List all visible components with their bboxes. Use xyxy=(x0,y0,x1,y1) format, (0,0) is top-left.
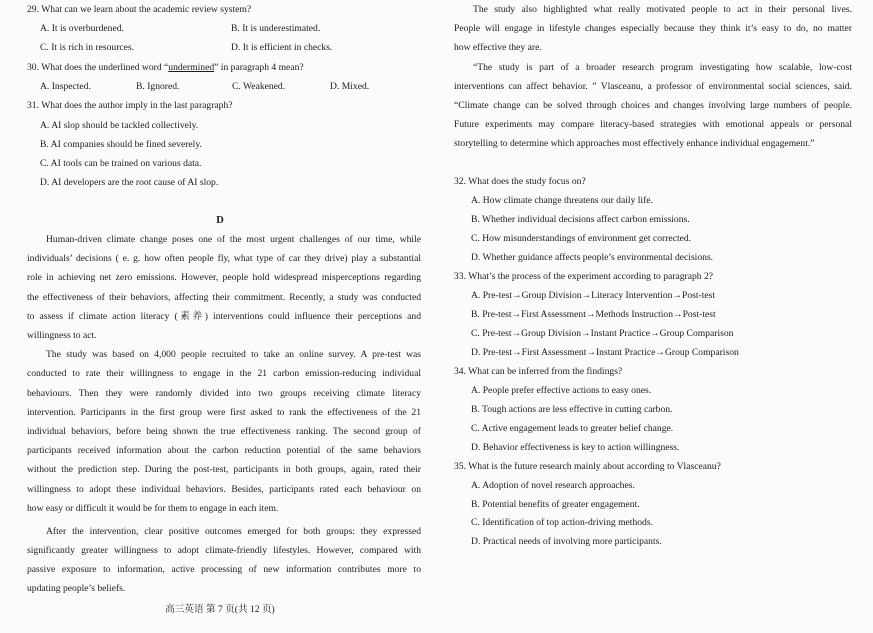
q30-option-c: C. Weakened. xyxy=(232,81,286,92)
q31-option-b: B. AI companies should be fined severely. xyxy=(40,139,202,150)
q34-stem: 34. What can be inferred from the findings? xyxy=(454,366,623,377)
page-footer: 高三英语 第 7 页(共 12 页) xyxy=(165,604,275,615)
q30-option-d: D. Mixed. xyxy=(330,81,370,92)
passage-line: The study also highlighted what really motivated people to act in their personal lives. xyxy=(473,4,852,15)
passage-line: The study was based on 4,000 people recruited to take an online survey. A pre-test was xyxy=(46,349,421,360)
passage-line: willingness to adopt these individual behaviors. Besides, participants rated each behaviour on xyxy=(27,484,421,495)
passage-line: passive exposure to information, active processing of new information contributes more to xyxy=(27,564,421,575)
q31-stem: 31. What does the author imply in the last paragraph? xyxy=(27,100,233,111)
q33-option-a: A. Pre-test→Group Division→Literacy Intervention→Post-test xyxy=(471,290,716,301)
q32-option-b: B. Whether individual decisions affect carbon emissions. xyxy=(471,214,690,225)
passage-line: “Climate change can be solved through choices and changes involving large numbers of people. xyxy=(454,100,852,111)
passage-line: individual behaviors, before being shown the true effectiveness ranking. The second group of xyxy=(27,426,421,437)
passage-line: how easy or difficult it would be for them to engage in each item. xyxy=(27,503,279,514)
q35-option-c: C. Identification of top action-driving methods. xyxy=(471,517,653,528)
q30-option-b: B. Ignored. xyxy=(136,81,180,92)
underlined-word: undermined xyxy=(168,62,215,73)
passage-line: the effectiveness of their behaviors, affecting their commitment. Recently, a study was conducted xyxy=(27,292,421,303)
q34-option-a: A. People prefer effective actions to easy ones. xyxy=(471,385,652,396)
passage-line: intervention. Participants in the first group were first asked to rank the effectiveness of the 21 xyxy=(27,407,421,418)
passage-line: People will engage in lifestyle changes especially because they think it’s easy to do, no matter xyxy=(454,23,852,34)
q34-option-d: D. Behavior effectiveness is key to action willingness. xyxy=(471,442,680,453)
q30-stem: 30. What does the underlined word “undermined” in paragraph 4 mean? xyxy=(27,62,304,73)
q33-option-d: D. Pre-test→First Assessment→Instant Practice→Group Comparison xyxy=(471,347,739,358)
q30-option-a: A. Inspected. xyxy=(40,81,91,92)
section-heading: D xyxy=(216,215,224,226)
q32-option-a: A. How climate change threatens our daily life. xyxy=(471,195,653,206)
q29-stem: 29. What can we learn about the academic review system? xyxy=(27,4,252,15)
passage-line: without the prediction step. During the post-test, participants in both groups, again, rated their xyxy=(27,464,421,475)
passage-line: role in achieving net zero emissions. However, people hold widespread misperceptions regarding xyxy=(27,272,421,283)
q35-option-b: B. Potential benefits of greater engagement. xyxy=(471,499,640,510)
q35-option-d: D. Practical needs of involving more participants. xyxy=(471,536,662,547)
passage-line: significantly greater willingness to adopt climate-friendly lifestyles. However, compared with xyxy=(27,545,421,556)
passage-line: storytelling to determine which approaches most effectively enhance individual engagement.” xyxy=(454,138,815,149)
passage-line: willingness to act. xyxy=(27,330,97,341)
q33-stem: 33. What’s the process of the experiment according to paragraph 2? xyxy=(454,271,714,282)
q35-stem: 35. What is the future research mainly about according to Vlasceanu? xyxy=(454,461,721,472)
passage-line: “The study is part of a broader research program investigating how scalable, low-cost xyxy=(473,62,852,73)
q33-option-b: B. Pre-test→First Assessment→Methods Instruction→Post-test xyxy=(471,309,716,320)
q31-option-d: D. AI developers are the root cause of AI slop. xyxy=(40,177,219,188)
q32-stem: 32. What does the study focus on? xyxy=(454,176,586,187)
passage-line: Future experiments may compare literacy-based strategies with emotional appeals or personal xyxy=(454,119,852,130)
q29-option-b: B. It is underestimated. xyxy=(231,23,321,34)
q33-option-c: C. Pre-test→Group Division→Instant Practice→Group Comparison xyxy=(471,328,734,339)
q34-option-b: B. Tough actions are less effective in cutting carbon. xyxy=(471,404,673,415)
q32-option-d: D. Whether guidance affects people’s environmental decisions. xyxy=(471,252,714,263)
passage-line: how effective they are. xyxy=(454,42,542,53)
q31-option-a: A. AI slop should be tackled collectively. xyxy=(40,120,199,131)
passage-line: updating people’s beliefs. xyxy=(27,583,126,594)
passage-line: participants received information about the carbon reduction potential of the same behaviors xyxy=(27,445,421,456)
q34-option-c: C. Active engagement leads to greater belief change. xyxy=(471,423,674,434)
passage-line: behaviours. Then they were randomly divided into two groups receiving climate literacy xyxy=(27,388,421,399)
q32-option-c: C. How misunderstandings of environment get corrected. xyxy=(471,233,692,244)
q29-option-c: C. It is rich in resources. xyxy=(40,42,135,53)
passage-line: Human-driven climate change poses one of the most urgent challenges of our time, while xyxy=(46,234,421,245)
q31-option-c: C. AI tools can be trained on various data. xyxy=(40,158,202,169)
q29-option-d: D. It is efficient in checks. xyxy=(231,42,333,53)
passage-line: individuals’ decisions ( e. g. how often people fly, what type of car they drive) play a substantial xyxy=(27,253,421,264)
q35-option-a: A. Adoption of novel research approaches. xyxy=(471,480,635,491)
passage-line: to assess if climate action literacy (素养) interventions could influence their perceptions and xyxy=(27,311,421,322)
passage-line: After the intervention, clear positive outcomes emerged for both groups: they expressed xyxy=(46,526,421,537)
q29-option-a: A. It is overburdened. xyxy=(40,23,124,34)
passage-line: interventions can affect behavior. ” Vlasceanu, a professor of environmental social sciences, said. xyxy=(454,81,852,92)
passage-line: conducted to rate their willingness to engage in the 21 carbon emission-reducing individual xyxy=(27,368,421,379)
